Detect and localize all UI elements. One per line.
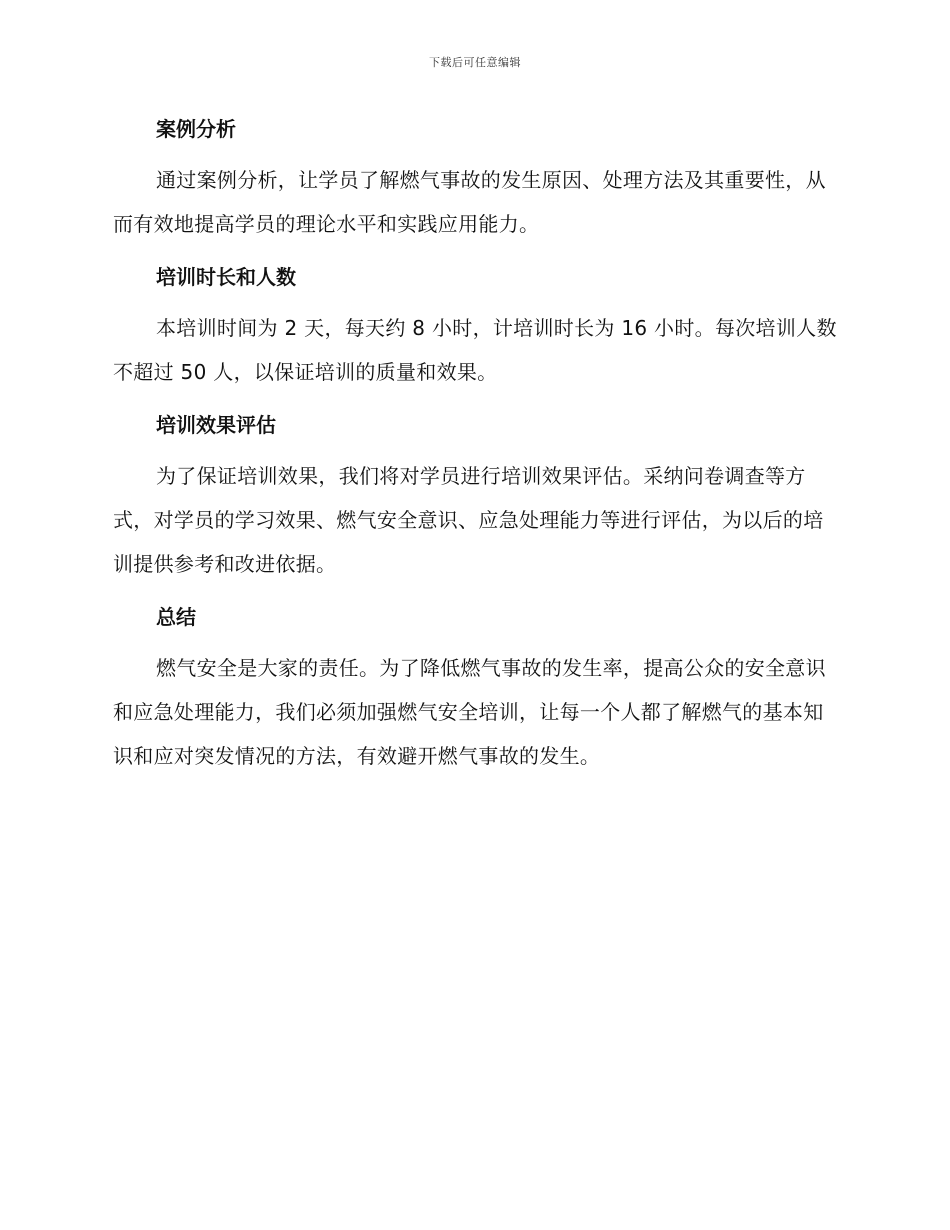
section-paragraph-case-analysis: 通过案例分析，让学员了解燃气事故的发生原因、处理方法及其重要性，从而有效地提高学员的理论水平和实践应用能力。 — [113, 168, 826, 236]
section-heading-training-duration: 培训时长和人数 — [156, 265, 296, 289]
section-paragraph-training-duration: 本培训时间为 2 天，每天约 8 小时，计培训时长为 16 小时。每次培训人数不超过 50 人，以保证培训的质量和效果。 — [113, 316, 837, 384]
section-paragraph-summary: 燃气安全是大家的责任。为了降低燃气事故的发生率，提高公众的安全意识和应急处理能力，我们必须加强燃气安全培训，让每一个人都了解燃气的基本知识和应对突发情况的方法，有效避开燃气事故的发生。 — [113, 656, 826, 768]
section-paragraph-training-evaluation: 为了保证培训效果，我们将对学员进行培训效果评估。采纳问卷调查等方式，对学员的学习效果、燃气安全意识、应急处理能力等进行评估，为以后的培训提供参考和改进依据。 — [113, 464, 824, 576]
page-header: 下载后可任意编辑 — [429, 56, 521, 69]
section-heading-case-analysis: 案例分析 — [156, 117, 236, 141]
section-heading-summary: 总结 — [156, 605, 196, 629]
section-heading-training-evaluation: 培训效果评估 — [156, 413, 276, 437]
document-body — [113, 112, 843, 778]
